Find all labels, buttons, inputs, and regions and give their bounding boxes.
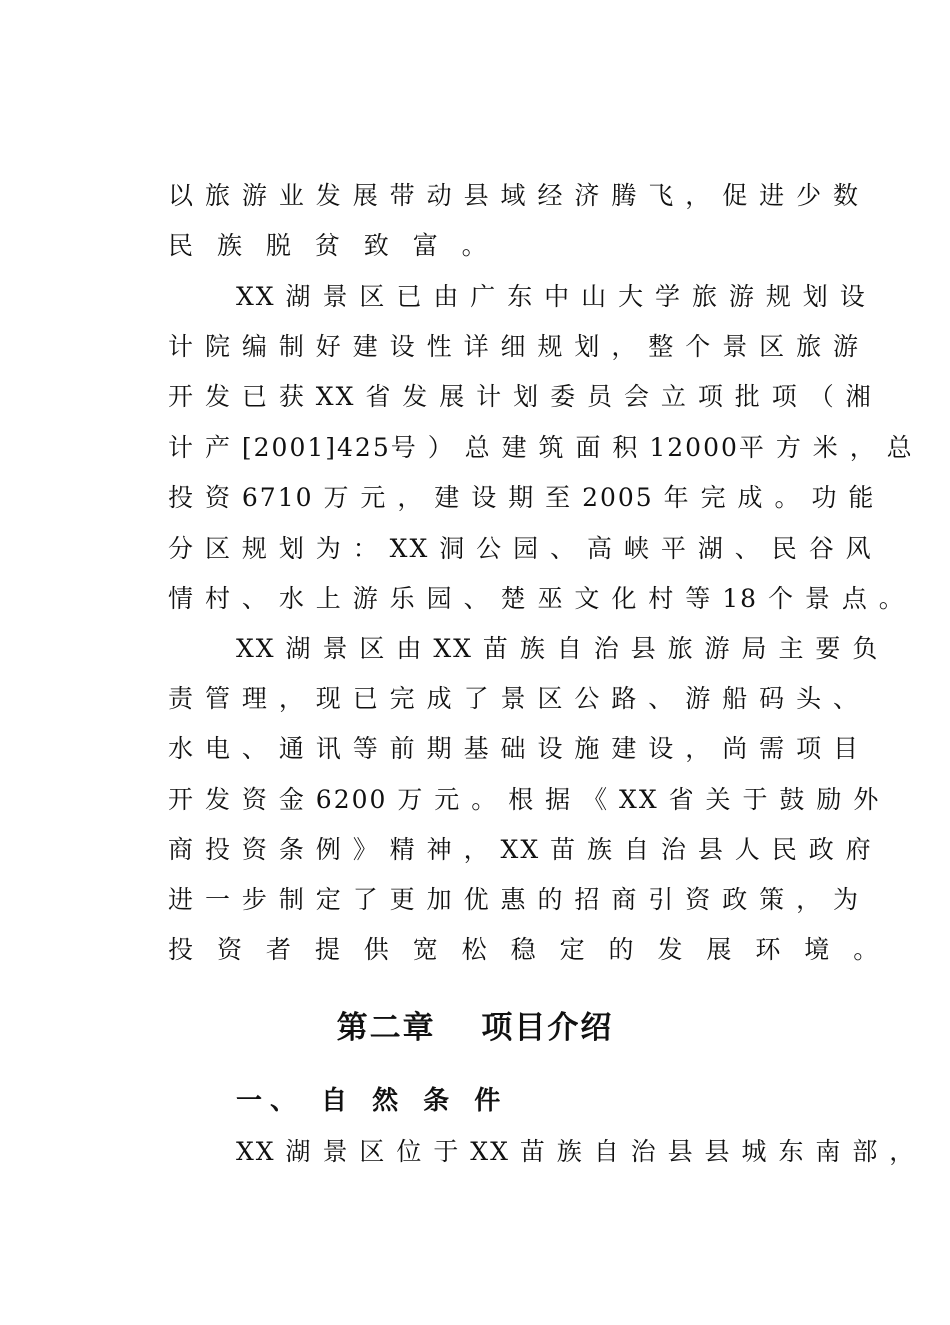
paragraph-line: XX 湖 景 区 已 由 广 东 中 山 大 学 旅 游 规 划 设 — [236, 282, 867, 311]
paragraph-line: XX 湖 景 区 位 于 XX 苗 族 自 治 县 县 城 东 南 部 ， — [236, 1137, 917, 1166]
paragraph-line: 以 旅 游 业 发 展 带 动 县 域 经 济 腾 飞 ， 促 进 少 数 — [168, 181, 861, 210]
paragraph-line: 水 电 、 通 讯 等 前 期 基 础 设 施 建 设 ， 尚 需 项 目 — [168, 734, 861, 763]
paragraph-line: 分 区 规 划 为 ： XX 洞 公 园 、 高 峡 平 湖 、 民 谷 风 — [168, 534, 873, 563]
paragraph-line: 责 管 理 ， 现 已 完 成 了 景 区 公 路 、 游 船 码 头 、 — [168, 684, 861, 713]
section-title: 一、 自 然 条 件 — [236, 1086, 509, 1116]
paragraph-line: 情 村 、 水 上 游 乐 园 、 楚 巫 文 化 村 等 18 个 景 点 。 — [168, 584, 906, 613]
paragraph-line: 商 投 资 条 例 》 精 神 ， XX 苗 族 自 治 县 人 民 政 府 — [168, 835, 873, 864]
paragraph-line: 投 资 者 提 供 宽 松 稳 定 的 发 展 环 境 。 — [168, 935, 887, 964]
paragraph-line: 进 一 步 制 定 了 更 加 优 惠 的 招 商 引 资 政 策 ， 为 — [168, 885, 861, 914]
paragraph-line: 投 资 6710 万 元 ， 建 设 期 至 2005 年 完 成 。 功 能 — [168, 483, 876, 512]
paragraph-line: XX 湖 景 区 由 XX 苗 族 自 治 县 旅 游 局 主 要 负 — [236, 634, 880, 663]
paragraph-line: 计 院 编 制 好 建 设 性 详 细 规 划 ， 整 个 景 区 旅 游 — [168, 332, 861, 361]
chapter-title: 第二章 项目介绍 — [336, 1010, 614, 1046]
paragraph-line: 计 产 [2001]425号 ） 总 建 筑 面 积 12000平 方 米 ， 总 — [168, 433, 914, 462]
paragraph-line: 民 族 脱 贫 致 富 。 — [168, 231, 495, 260]
paragraph-line: 开 发 资 金 6200 万 元 。 根 据 《 XX 省 关 于 鼓 励 外 — [168, 785, 881, 814]
paragraph-line: 开 发 已 获 XX 省 发 展 计 划 委 员 会 立 项 批 项 （ 湘 — [168, 382, 873, 411]
